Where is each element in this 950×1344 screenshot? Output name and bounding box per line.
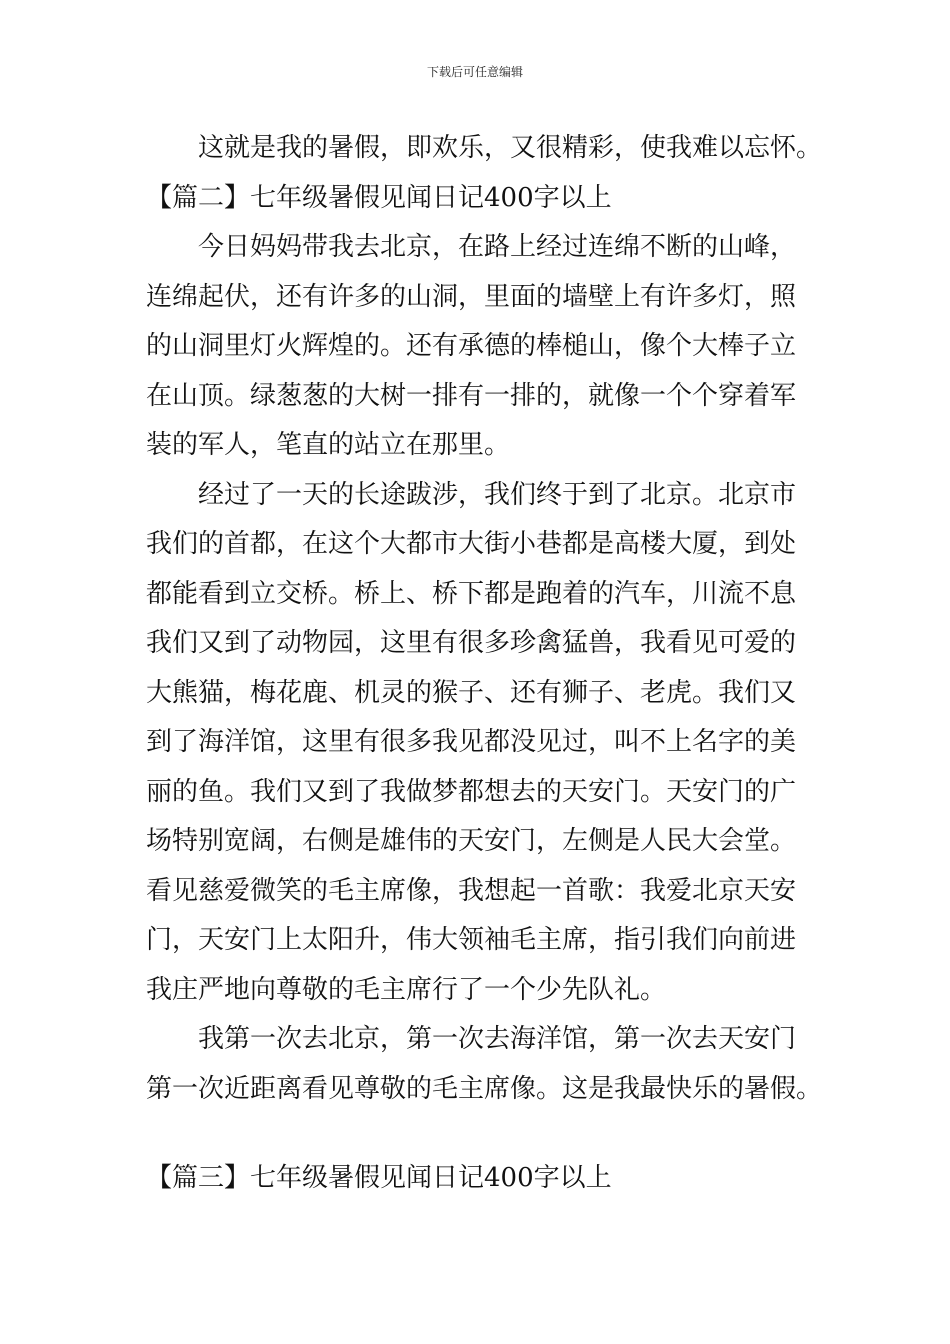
paragraph-line: 连绵起伏，还有许多的山洞，里面的墙壁上有许多灯，照 bbox=[146, 281, 797, 312]
paragraph-line: 今日妈妈带我去北京，在路上经过连绵不断的山峰， bbox=[198, 232, 797, 262]
section-gap bbox=[146, 1114, 810, 1154]
paragraph-line: 经过了一天的长途跋涉，我们终于到了北京。北京市 bbox=[198, 479, 797, 510]
paragraph-line: 我们的首都，在这个大都市大街小巷都是高楼大厦，到处 bbox=[146, 529, 797, 559]
section3-heading: 【篇三】七年级暑假见闻日记400字以上 bbox=[146, 1163, 612, 1193]
paragraph-line: 都能看到立交桥。桥上、桥下都是跑着的汽车，川流不息 bbox=[146, 578, 797, 609]
paragraph-line: 到了海洋馆，这里有很多我见都没见过，叫不上名字的美 bbox=[146, 727, 797, 757]
paragraph-line: 门，天安门上太阳升，伟大领袖毛主席，指引我们向前进 bbox=[146, 925, 797, 955]
paragraph-line: 在山顶。绿葱葱的大树一排有一排的，就像一个个穿着军 bbox=[146, 380, 797, 411]
section1-closing-line: 这就是我的暑假，即欢乐，又很精彩，使我难以忘怀。 bbox=[198, 133, 823, 163]
page-header-note: 下载后可任意编辑 bbox=[426, 65, 523, 79]
paragraph-line: 的山洞里灯火辉煌的。还有承德的棒槌山，像个大棒子立 bbox=[146, 331, 797, 361]
section2-paragraph-3 bbox=[146, 1015, 823, 1114]
paragraph-line: 我们又到了动物园，这里有很多珍禽猛兽，我看见可爱的 bbox=[146, 628, 797, 658]
paragraph-line: 我庄严地向尊敬的毛主席行了一个少先队礼。 bbox=[146, 974, 667, 1005]
paragraph-line: 装的军人，笔直的站立在那里。 bbox=[146, 430, 511, 460]
paragraph-line: 场特别宽阔，右侧是雄伟的天安门，左侧是人民大会堂。 bbox=[146, 826, 797, 856]
paragraph-line: 丽的鱼。我们又到了我做梦都想去的天安门。天安门的广 bbox=[146, 776, 797, 807]
paragraph-line: 第一次近距离看见尊敬的毛主席像。这是我最快乐的暑假。 bbox=[146, 1073, 823, 1104]
document-body bbox=[146, 124, 823, 1204]
section2-heading: 【篇二】七年级暑假见闻日记400字以上 bbox=[146, 182, 612, 213]
section2-paragraph-1 bbox=[146, 223, 810, 471]
paragraph-line: 我第一次去北京，第一次去海洋馆，第一次去天安门 bbox=[198, 1024, 797, 1054]
paragraph-line: 大熊猫，梅花鹿、机灵的猴子、还有狮子、老虎。我们又 bbox=[146, 677, 797, 708]
section2-paragraph-2 bbox=[146, 471, 810, 1016]
paragraph-line: 看见慈爱微笑的毛主席像，我想起一首歌：我爱北京天安 bbox=[146, 875, 797, 906]
